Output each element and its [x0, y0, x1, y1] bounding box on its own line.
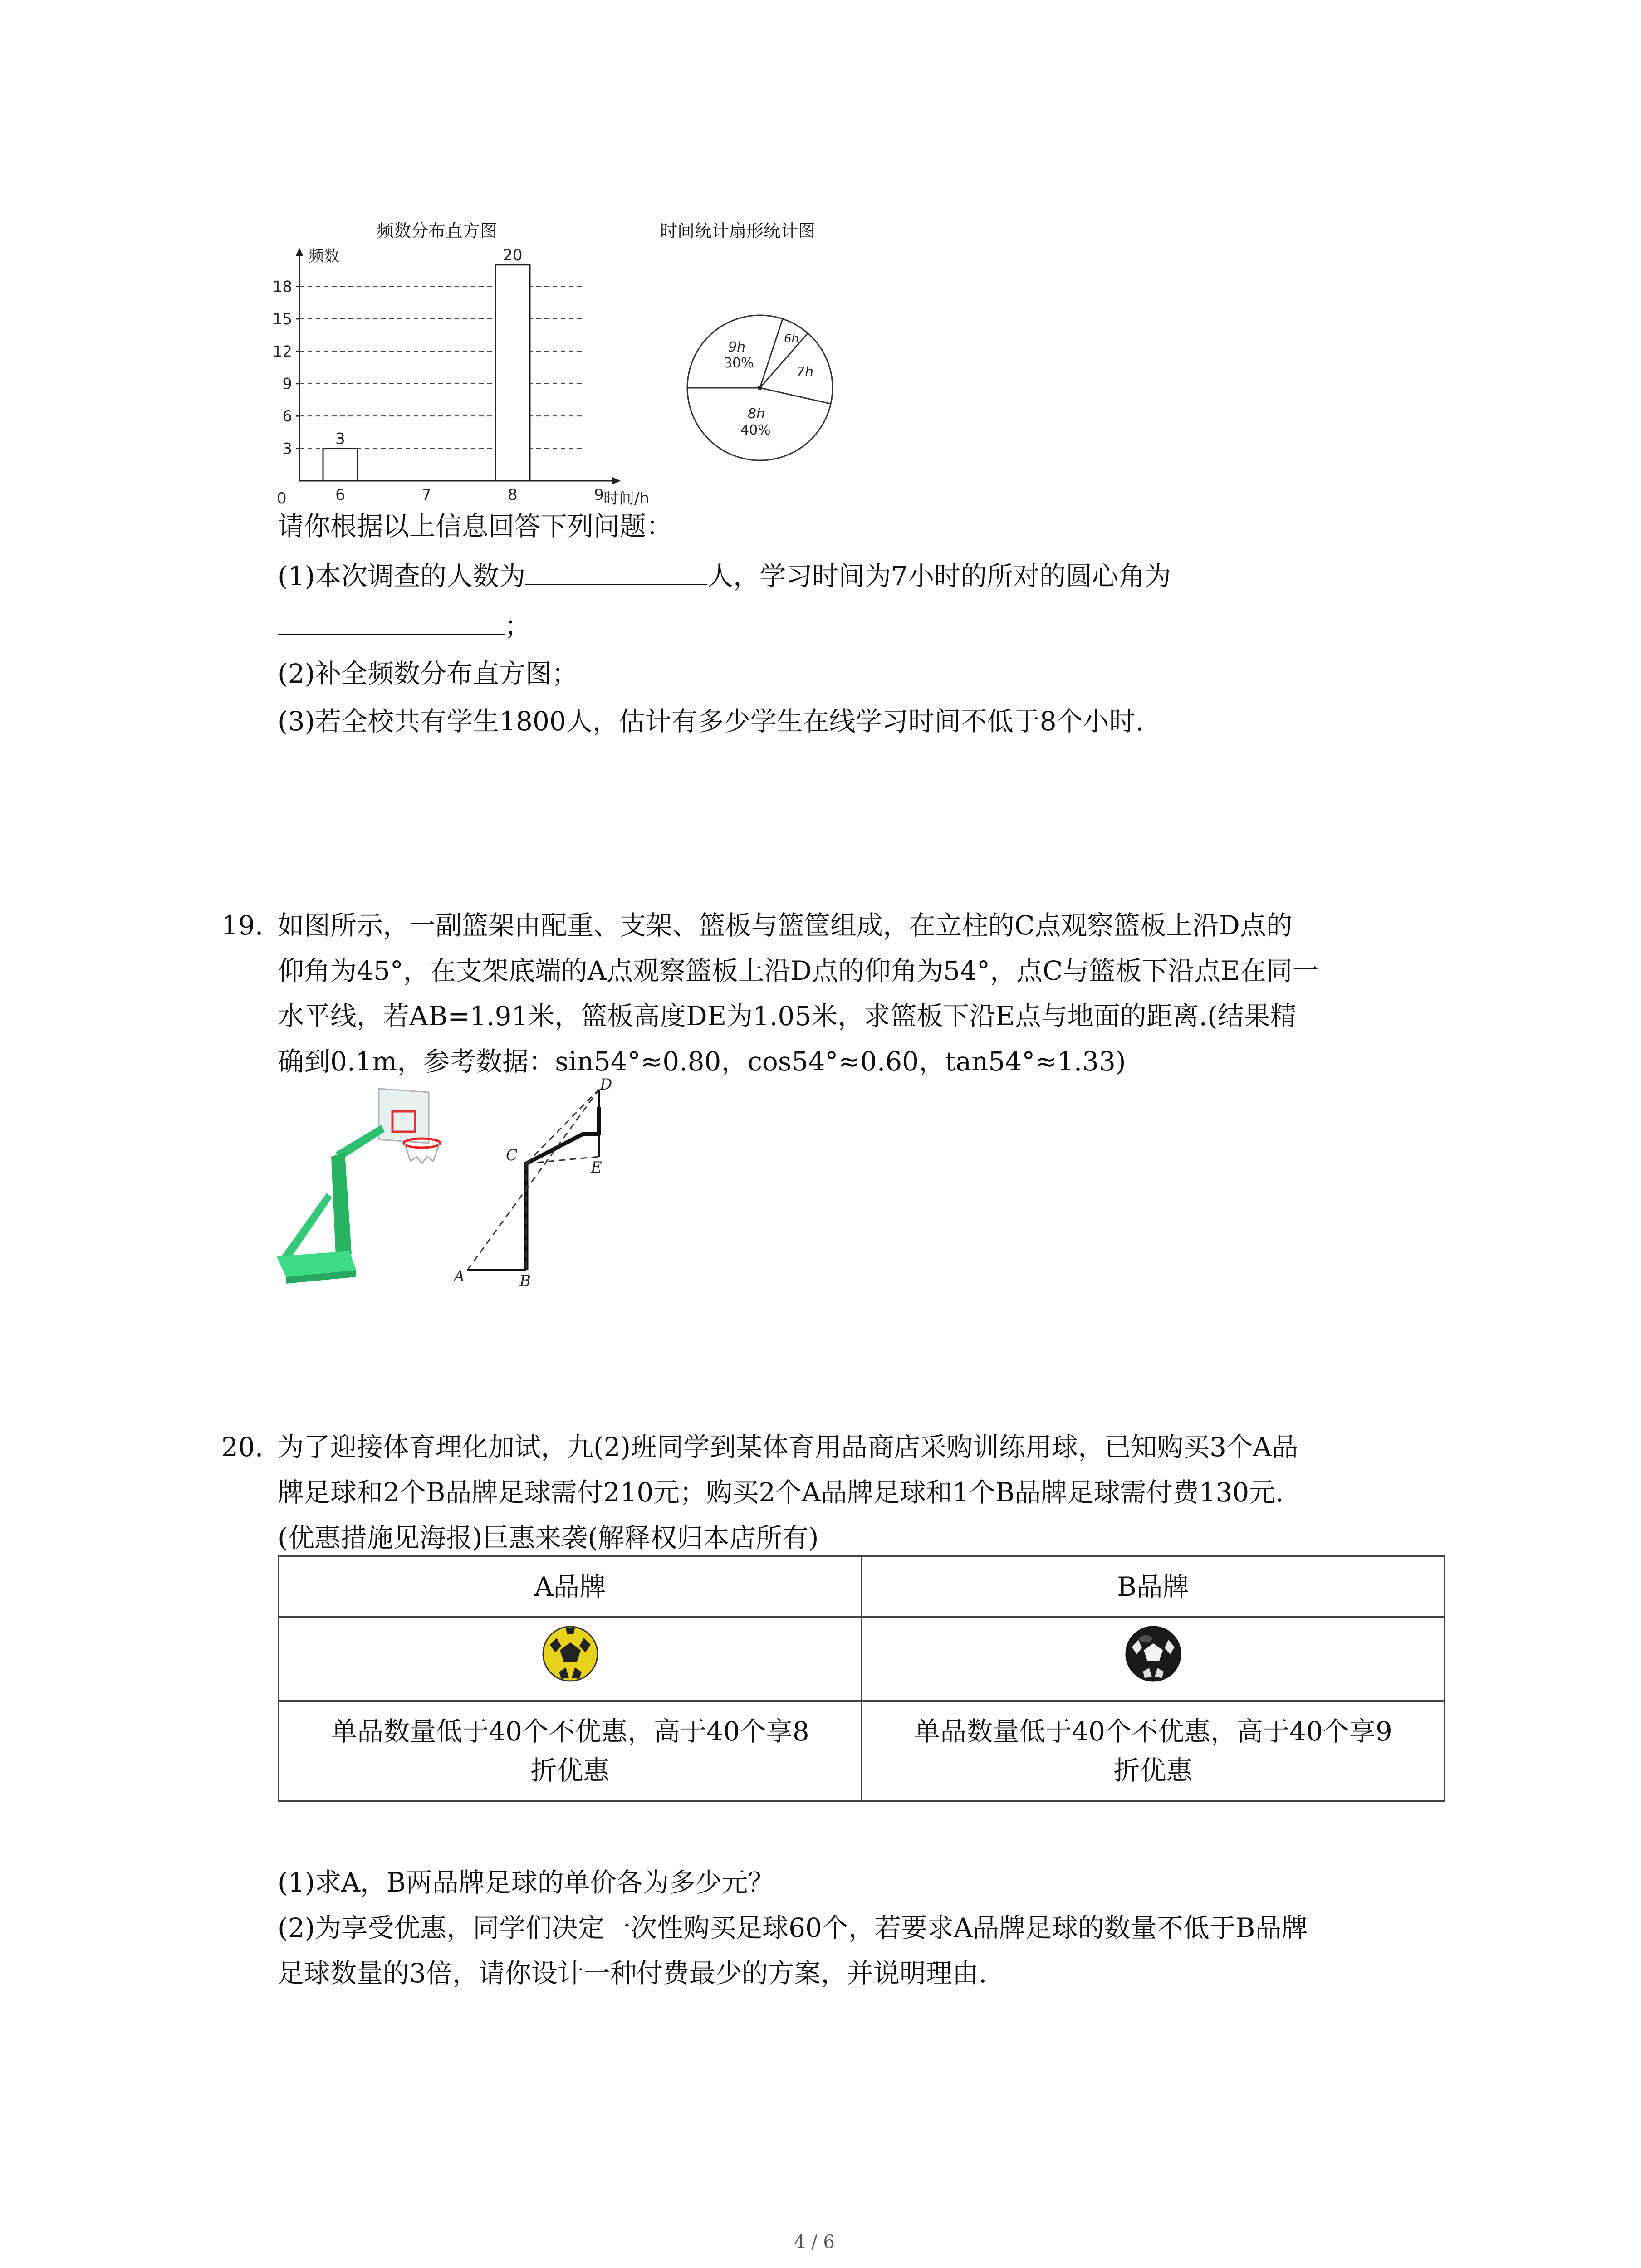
point-label-a: A: [454, 1267, 465, 1286]
brand-a-promo-line1: 单品数量低于40个不优惠，高于40个享8: [331, 1716, 809, 1747]
y-tick-label: 6: [282, 407, 292, 426]
y-tick-label: 15: [272, 310, 292, 328]
q18-part1-cont: [278, 603, 531, 649]
y-tick-label: 9: [282, 375, 292, 393]
pie-title: 时间统计扇形统计图: [660, 221, 816, 241]
brand-a-promo-line2: 折优惠: [530, 1755, 610, 1786]
histogram-bar: [323, 449, 358, 481]
page-number: 4 / 6: [794, 2232, 835, 2253]
q20-line2: 牌足球和2个B品牌足球需付210元；购买2个A品牌足球和1个B品牌足球需付费130元.: [278, 1477, 1284, 1508]
y-tick-label: 18: [272, 278, 292, 296]
answer-blank-angle: [278, 634, 505, 635]
point-label-d: D: [600, 1075, 612, 1094]
q20-line1: 为了迎接体育理化加试，九(2)班同学到某体育用品商店采购训练用球，已知购买3个A品: [278, 1432, 1298, 1462]
pie-sector-edge: [760, 319, 783, 388]
q18-part1-text-c: ；: [505, 611, 531, 641]
q19-line1: 如图所示，一副篮架由配重、支架、篮板与篮筐组成，在立柱的C点观察篮板上沿D点的: [278, 910, 1293, 941]
q20-number: 20.: [221, 1432, 264, 1462]
answer-blank-count: [525, 584, 707, 585]
x-tick-label: 6: [335, 486, 345, 504]
pie-label-9h-pct: 30%: [724, 355, 754, 371]
brand-b-ball-cell: [862, 1617, 1445, 1701]
brand-b-promo-line1: 单品数量低于40个不优惠，高于40个享9: [914, 1716, 1392, 1747]
q19-line4: 确到0.1m，参考数据：sin54°≈0.80，cos54°≈0.60，tan54°≈1.33): [278, 1046, 1126, 1077]
brand-b-promo: [862, 1701, 1445, 1801]
point-label-e: E: [591, 1158, 602, 1177]
yellow-football-icon: [541, 1624, 600, 1683]
brand-a-promo: [279, 1701, 862, 1801]
pie-label-6h: 6h: [784, 332, 799, 346]
q20-part2-line2: 足球数量的3倍，请你设计一种付费最少的方案，并说明理由.: [278, 1958, 987, 1989]
q19-number: 19.: [221, 910, 264, 941]
pie-label-7h: 7h: [796, 364, 814, 380]
histogram-chart: [268, 245, 650, 508]
q18-part1: [278, 553, 1171, 599]
q20-part1: (1)求A，B两品牌足球的单价各为多少元？: [278, 1867, 774, 1898]
black-football-icon: [1124, 1624, 1183, 1683]
x-tick-label: 8: [508, 486, 518, 504]
q18-part3: (3)若全校共有学生1800人，估计有多少学生在线学习时间不低于8个小时.: [278, 706, 1144, 737]
point-label-b: B: [519, 1272, 531, 1290]
q18-part2: (2)补全频数分布直方图；: [278, 658, 578, 689]
point-label-c: C: [506, 1146, 518, 1164]
x-tick-label: 7: [421, 486, 431, 504]
pie-sector-edge: [760, 388, 830, 404]
brand-b-header: B品牌: [862, 1556, 1445, 1617]
brand-a-ball-cell: [279, 1617, 862, 1701]
x-tick-label: 9: [594, 486, 604, 504]
q18-part1-text-a: (1)本次调查的人数为: [278, 561, 526, 591]
q20-part2-line1: (2)为享受优惠，同学们决定一次性购买足球60个，若要求A品牌足球的数量不低于B品牌: [278, 1912, 1308, 1943]
pie-label-8h-pct: 40%: [740, 422, 771, 438]
pie-label-8h: 8h: [748, 406, 765, 422]
histogram-title: 频数分布直方图: [377, 221, 498, 241]
histogram-bar: [495, 265, 530, 481]
basketball-stand-illustration: [272, 1084, 454, 1284]
x-axis-arrow: [612, 477, 621, 484]
q18-intro: 请你根据以上信息回答下列问题：: [278, 511, 673, 542]
x-axis-label: 时间/h: [603, 489, 650, 508]
q18-part1-text-b: 人，学习时间为7小时的所对的圆心角为: [707, 561, 1171, 591]
brand-a-header: A品牌: [279, 1556, 862, 1617]
q19-line2: 仰角为45°，在支架底端的A点观察篮板上沿D点的仰角为54°，点C与篮板下沿点E在同一: [278, 955, 1319, 986]
promotion-table: [278, 1555, 1445, 1802]
bar-value-label: 20: [503, 246, 523, 264]
pie-label-9h: 9h: [728, 339, 746, 355]
y-axis-arrow: [296, 248, 303, 256]
y-tick-label: 3: [282, 440, 292, 458]
q20-line3: (优惠措施见海报)巨惠来袭(解释权归本店所有): [278, 1522, 819, 1553]
y-tick-label: 0: [277, 489, 287, 508]
y-axis-label: 频数: [309, 247, 339, 265]
brand-b-promo-line2: 折优惠: [1113, 1755, 1193, 1786]
bar-value-label: 3: [335, 430, 345, 448]
pie-chart: [685, 313, 835, 463]
y-tick-label: 12: [272, 342, 292, 361]
q19-line3: 水平线，若AB=1.91米，篮板高度DE为1.05米，求篮板下沿E点与地面的距离.(结果精: [278, 1001, 1297, 1031]
geometry-diagram: [449, 1075, 622, 1290]
